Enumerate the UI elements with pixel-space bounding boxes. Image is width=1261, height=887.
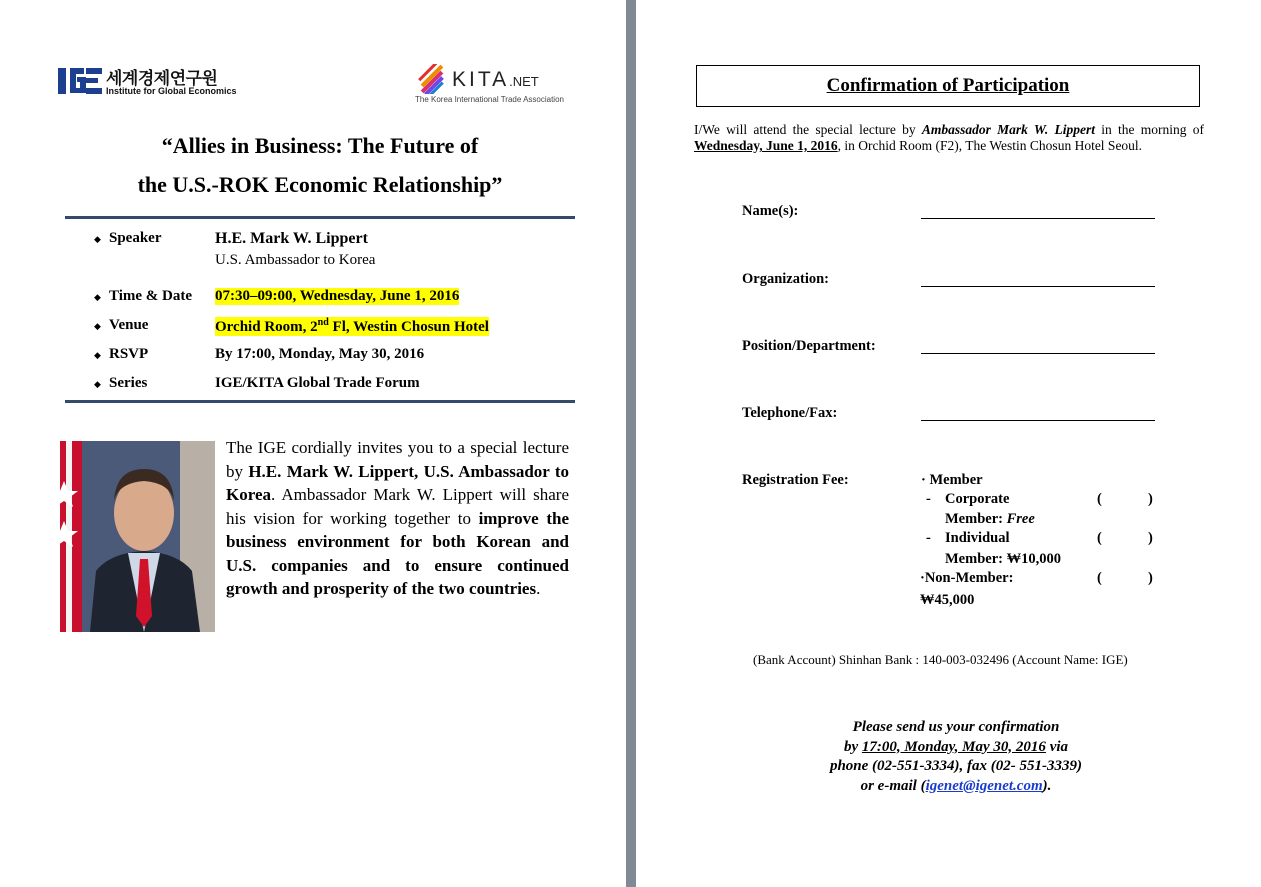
ige-korean-name: 세계경제연구원 — [106, 69, 218, 89]
time-value: 07:30–09:00, Wednesday, June 1, 2016 — [215, 288, 460, 304]
speaker-label: Speaker — [109, 230, 162, 246]
ige-logo — [58, 66, 237, 100]
corporate-member-line1: Corporate — [945, 491, 1010, 507]
time-label: Time & Date — [109, 288, 193, 304]
series-value: IGE/KITA Global Trade Forum — [215, 375, 420, 391]
diamond-bullet-icon: ◆ — [94, 292, 101, 302]
event-title — [66, 126, 574, 204]
organization-field-label: Organization: — [742, 271, 829, 287]
telephone-field-line[interactable] — [921, 420, 1155, 421]
ige-logo-icon — [58, 66, 102, 98]
attendance-statement: I/We will attend the special lecture by Ambassador Mark W. Lippert in the morning of Wednesday, June 1, 2016, in Orchid Room (F2), The Westin Chosun Hotel Seoul. — [694, 122, 1204, 153]
send-confirmation-note — [756, 718, 1156, 796]
event-title-line-2: the U.S.-ROK Economic Relationship” — [137, 172, 503, 197]
email-link[interactable]: igenet@igenet.com — [925, 777, 1043, 794]
send-line-1: Please send us your confirmation — [852, 719, 1060, 735]
send-line-4: or e-mail (igenet@igenet.com). — [860, 777, 1052, 794]
individual-member-line2: Member: ₩10,000 — [945, 551, 1061, 567]
diamond-bullet-icon: ◆ — [94, 321, 101, 331]
page-divider — [626, 0, 636, 887]
bank-account-info: (Bank Account) Shinhan Bank : 140-003-032496 (Account Name: IGE) — [753, 652, 1128, 667]
diamond-bullet-icon: ◆ — [94, 350, 101, 360]
top-divider-rule — [65, 216, 575, 219]
name-field-label: Name(s): — [742, 203, 799, 219]
corporate-member-line2: Member: Free — [945, 511, 1035, 527]
non-member-checkbox-open[interactable]: ( — [1097, 570, 1102, 586]
diamond-bullet-icon: ◆ — [94, 379, 101, 389]
venue-label: Venue — [109, 317, 149, 333]
non-member-line1: ·Non-Member: — [920, 570, 1014, 586]
individual-member-line1: Individual — [945, 530, 1010, 546]
telephone-field-label: Telephone/Fax: — [742, 405, 838, 421]
kita-wordmark: KITA.NET — [452, 68, 539, 91]
speaker-title: U.S. Ambassador to Korea — [215, 252, 376, 268]
speaker-name: H.E. Mark W. Lippert — [215, 230, 368, 247]
member-option-label: · Member — [921, 472, 983, 488]
confirmation-title: Confirmation of Participation — [826, 75, 1070, 96]
confirmation-title-box — [696, 65, 1200, 107]
invitation-paragraph: The IGE cordially invites you to a special lecture by H.E. Mark W. Lippert, U.S. Ambassador to Korea. Ambassador Mark W. Lippert will share his vision for working together to improve the business environment for both Korean and U.S. companies and to ensure continued growth and prosperity of the two countries. — [226, 438, 570, 598]
diamond-bullet-icon: ◆ — [94, 234, 101, 244]
venue-value: Orchid Room, 2nd Fl, Westin Chosun Hotel — [215, 317, 489, 335]
non-member-line2: ₩45,000 — [920, 592, 975, 608]
individual-checkbox-open[interactable]: ( — [1097, 530, 1102, 546]
ige-english-name: Institute for Global Economics — [106, 86, 237, 96]
rsvp-label: RSVP — [109, 346, 149, 362]
name-field-line[interactable] — [921, 218, 1155, 219]
corporate-checkbox-open[interactable]: ( — [1097, 491, 1102, 507]
registration-fee-label: Registration Fee: — [742, 472, 849, 488]
left-page — [0, 0, 626, 887]
send-line-3: phone (02-551-3334), fax (02- 551-3339) — [829, 758, 1083, 774]
rsvp-value: By 17:00, Monday, May 30, 2016 — [215, 346, 425, 362]
position-field-label: Position/Department: — [742, 338, 876, 354]
send-line-2: by 17:00, Monday, May 30, 2016 via — [843, 738, 1069, 755]
series-label: Series — [109, 375, 148, 391]
ambassador-portrait-image — [60, 441, 215, 632]
kita-subtitle: The Korea International Trade Association — [415, 95, 564, 104]
bottom-divider-rule — [65, 400, 575, 403]
right-page — [636, 0, 1261, 887]
dash-marker: - — [926, 491, 931, 507]
kita-logo-icon — [416, 64, 448, 94]
dash-marker: - — [926, 530, 931, 546]
non-member-checkbox-close[interactable]: ) — [1148, 570, 1153, 586]
ambassador-photo — [60, 441, 215, 632]
kita-logo — [414, 62, 574, 106]
corporate-checkbox-close[interactable]: ) — [1148, 491, 1153, 507]
position-field-line[interactable] — [921, 353, 1155, 354]
individual-checkbox-close[interactable]: ) — [1148, 530, 1153, 546]
organization-field-line[interactable] — [921, 286, 1155, 287]
event-title-line-1: “Allies in Business: The Future of — [161, 133, 479, 158]
